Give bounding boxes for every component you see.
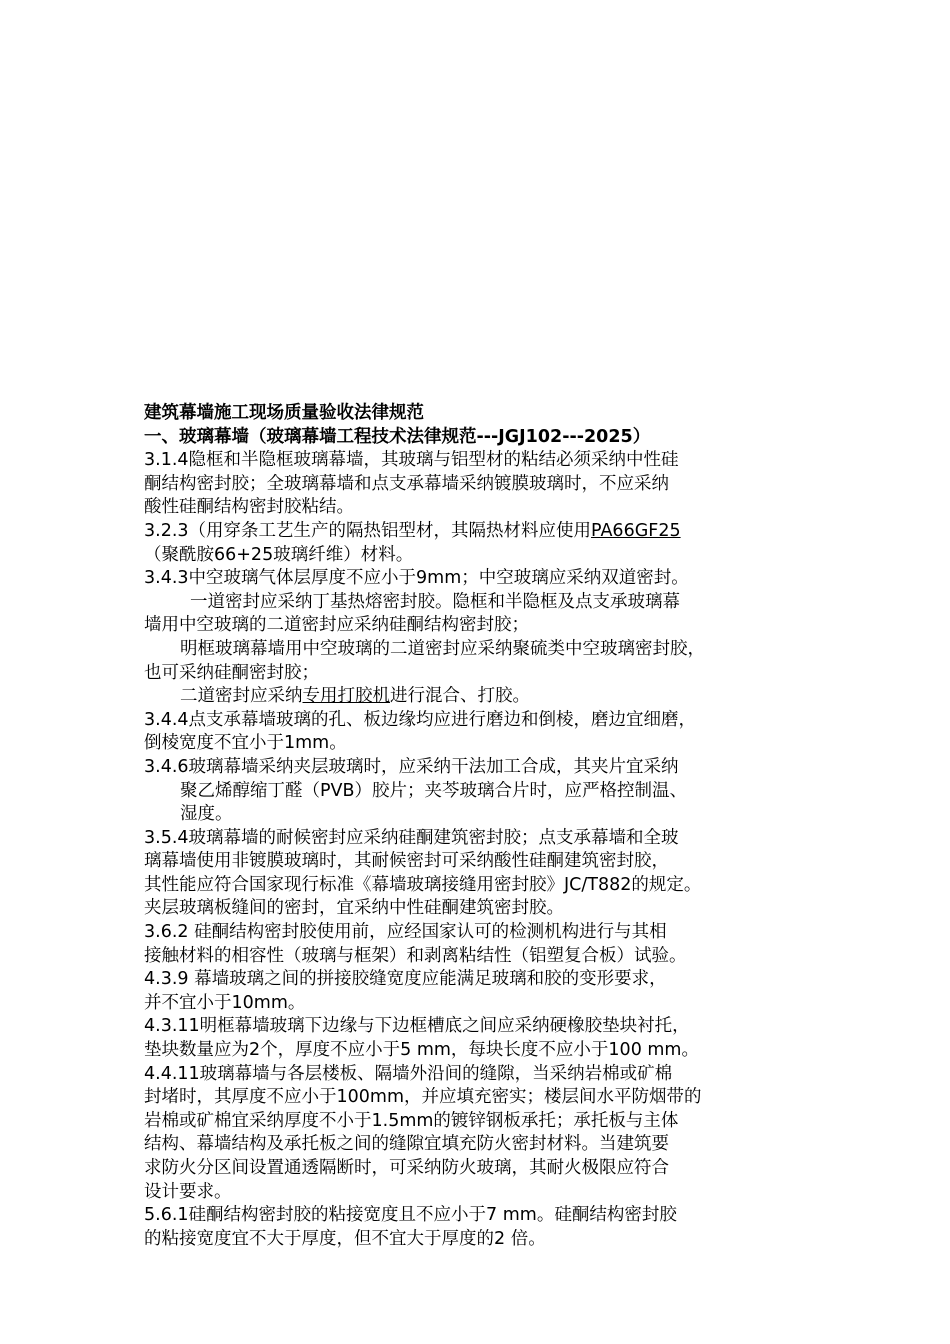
text-line: 3.4.4点支承幕墙玻璃的孔、板边缘均应进行磨边和倒棱，磨边宜细磨， [144,709,697,730]
text-line: 封堵时，其厚度不应小于100mm，并应填充密实；楼层间水平防烟带的 [144,1087,702,1108]
text-line: 4.3.9 幕墙玻璃之间的拼接胶缝宽度应能满足玻璃和胶的变形要求， [144,969,667,990]
text-span: 进行混合、打胶。 [390,686,530,707]
text-line: 垫块数量应为2个，厚度不应小于5 mm，每块长度不应小于100 mm。 [144,1040,699,1061]
text-line: 岩棉或矿棉宜采纳厚度不小于1.5mm的镀锌钢板承托；承托板与主体 [144,1110,679,1131]
text-line: 3.4.6玻璃幕墙采纳夹层玻璃时，应采纳干法加工合成，其夹片宜采纳 [144,756,679,777]
text-line: 夹层玻璃板缝间的密封，宜采纳中性硅酮建筑密封胶。 [144,898,564,919]
text-line: 5.6.1硅酮结构密封胶的粘接宽度且不应小于7 mm。硅酮结构密封胶 [144,1205,677,1226]
text-line: 酸性硅酮结构密封胶粘结。 [144,497,354,518]
text-line: 求防火分区间设置通透隔断时，可采纳防火玻璃，其耐火极限应符合 [144,1158,669,1178]
text-line: 墙用中空玻璃的二道密封应采纳硅酮结构密封胶； [144,615,529,636]
text-line: 3.1.4隐框和半隐框玻璃幕墙，其玻璃与铝型材的粘结必须采纳中性硅 [144,450,679,471]
section-heading: 一、玻璃幕墙（玻璃幕墙工程技术法律规范---JGJ102---2025） [144,426,651,447]
material-code-underlined: PA66GF25 [591,520,681,541]
text-line: 接触材料的相容性（玻璃与框架）和剥离粘结性（铝塑复合板）试验。 [144,945,687,966]
text-line: 也可采纳硅酮密封胶； [144,662,319,683]
text-line: 一道密封应采纳丁基热熔密封胶。隐框和半隐框及点支承玻璃幕 [190,591,680,612]
text-line: 的粘接宽度宜不大于厚度，但不宜大于厚度的2 倍。 [144,1228,546,1249]
text-line: 结构、幕墙结构及承托板之间的缝隙宜填充防火密封材料。当建筑要 [144,1134,669,1155]
text-line: 倒棱宽度不宜小于1mm。 [144,733,347,754]
text-span: 3.2.3（用穿条工艺生产的隔热铝型材，其隔热材料应使用 [144,520,592,541]
text-line: 璃幕墙使用非镀膜玻璃时，其耐候密封可采纳酸性硅酮建筑密封胶， [144,851,669,872]
text-line: 并不宜小于10mm。 [144,992,306,1013]
text-line: 3.4.3中空玻璃气体层厚度不应小于9mm；中空玻璃应采纳双道密封。 [144,568,689,589]
text-line: 4.3.11明框幕墙玻璃下边缘与下边框槽底之间应采纳硬橡胶垫块衬托， [144,1016,690,1037]
text-line: 其性能应符合国家现行标准《幕墙玻璃接缝用密封胶》JC/T882的规定。 [144,874,702,895]
document-title: 建筑幕墙施工现场质量验收法律规范 [144,403,424,423]
text-line: （聚酰胺66+25玻璃纤维）材料。 [144,544,414,565]
underlined-term: 专用打胶机 [302,686,390,707]
text-line: 3.5.4玻璃幕墙的耐候密封应采纳硅酮建筑密封胶；点支承幕墙和全玻 [144,827,679,848]
text-line: 湿度。 [180,804,233,825]
text-line: 3.6.2 硅酮结构密封胶使用前，应经国家认可的检测机构进行与其相 [144,922,667,943]
document-body [144,402,844,1251]
text-line [144,520,844,544]
text-line [144,685,844,709]
text-line: 酮结构密封胶；全玻璃幕墙和点支承幕墙采纳镀膜玻璃时，不应采纳 [144,473,669,494]
text-line: 4.4.11玻璃幕墙与各层楼板、隔墙外沿间的缝隙，当采纳岩棉或矿棉 [144,1063,673,1084]
text-line: 设计要求。 [144,1181,232,1202]
text-span: 二道密封应采纳 [180,686,303,707]
text-line: 明框玻璃幕墙用中空玻璃的二道密封应采纳聚硫类中空玻璃密封胶， [180,638,705,659]
text-line: 聚乙烯醇缩丁醛（PVB）胶片；夹芩玻璃合片时，应严格控制温、 [180,780,688,801]
